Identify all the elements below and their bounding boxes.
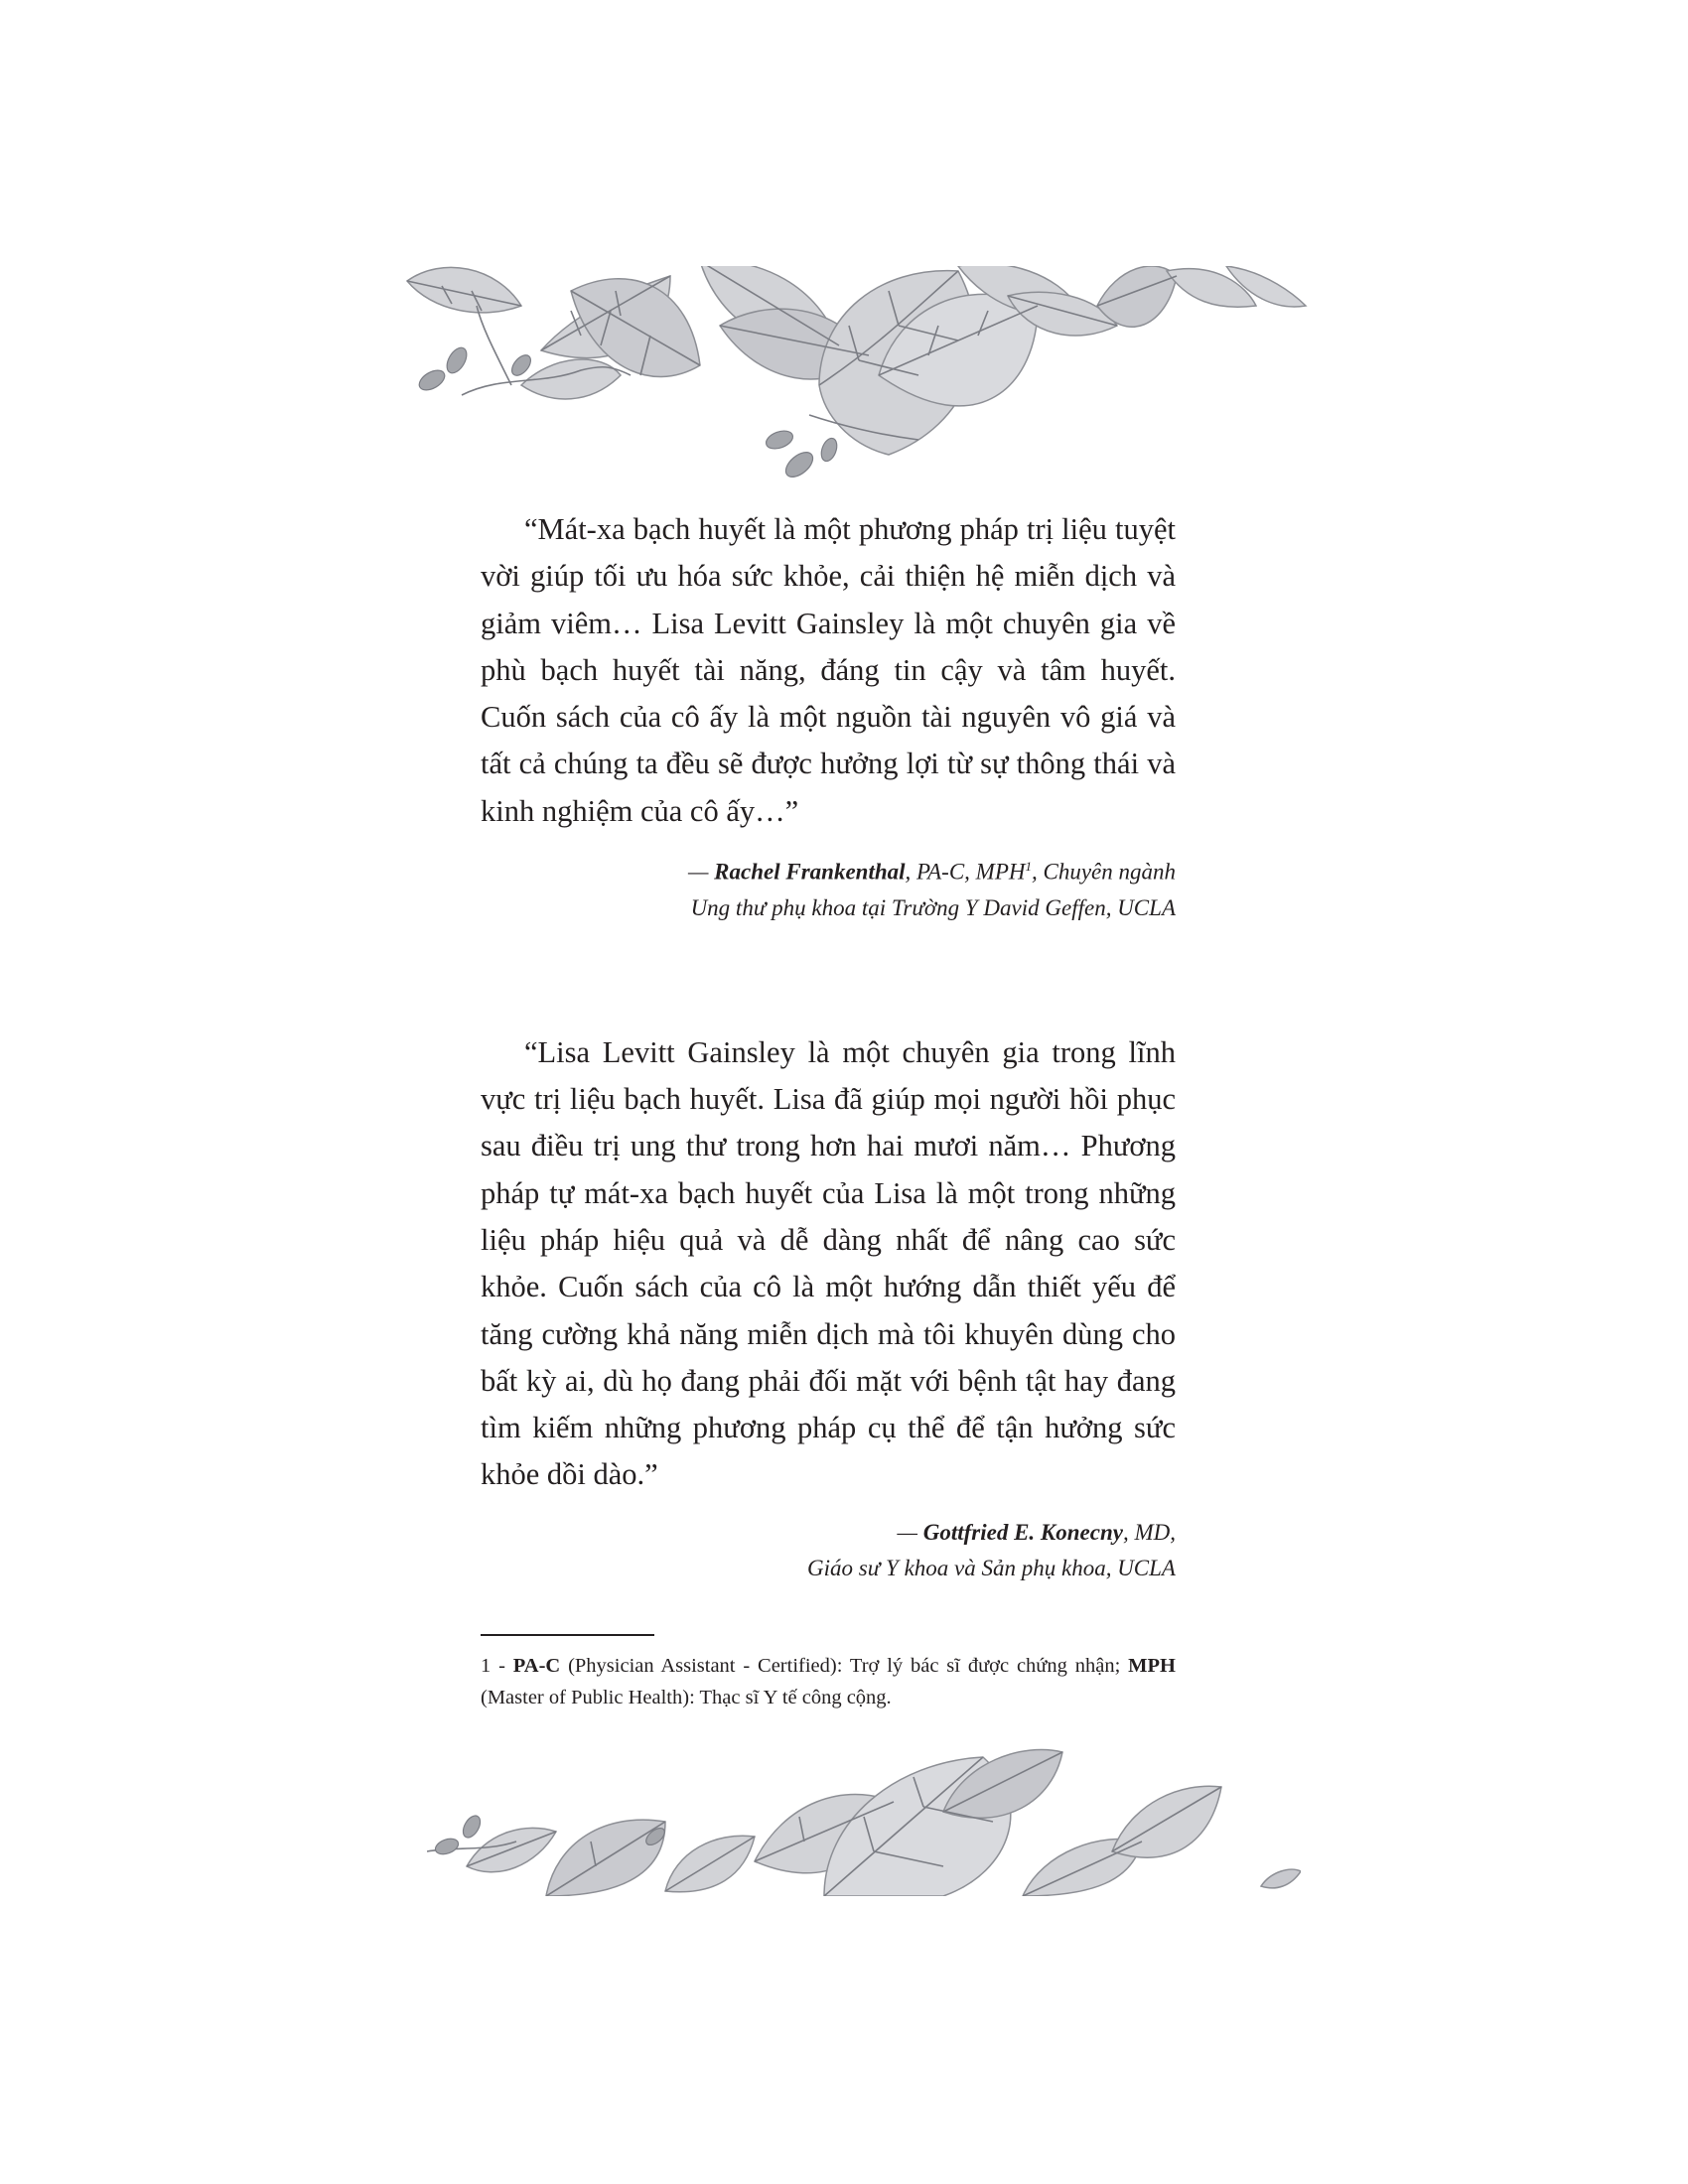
quote-attribution [481,1515,1176,1586]
footnote [481,1650,1176,1713]
testimonial [481,506,1176,926]
footnote-term: PA-C [512,1654,561,1677]
footnote-definition: (Master of Public Health): Thạc sĩ Y tế công cộng. [481,1686,892,1708]
author-role: , Chuyên ngành [1031,859,1176,885]
attribution-dash: — [897,1519,923,1545]
author-name: Gottfried E. Konecny [922,1519,1123,1545]
attribution-dash: — [687,859,715,885]
document-body [481,506,1176,1713]
testimonial [481,1029,1176,1586]
footnote-reference[interactable]: 1 [1025,859,1032,875]
footnote-divider [481,1634,654,1636]
attribution-line-1 [481,1515,1176,1551]
quote-text: “Lisa Levitt Gainsley là một chuyên gia trong lĩnh vực trị liệu bạch huyết. Lisa đã giúp mọi người hồi phục sau điều trị ung thư trong hơn hai mươi năm… Phương pháp tự mát-xa bạch huyết của Lisa là một trong những liệu pháp hiệu quả và dễ dàng nhất để nâng cao sức khỏe. Cuốn sách của cô là một hướng dẫn thiết yếu để tăng cường khả năng miễn dịch mà tôi khuyên dùng cho bất kỳ ai, dù họ đang phải đối mặt với bệnh tật hay đang tìm kiếm những phương pháp cụ thể để tận hưởng sức khỏe dồi dào.” [481,1034,1176,1492]
footnote-number: 1 - [481,1654,513,1677]
footnote-term: MPH [1128,1654,1176,1677]
footnote-definition: (Physician Assistant - Certified): Trợ lý bác sĩ được chứng nhận; [560,1654,1129,1677]
attribution-line-1 [481,849,1176,890]
author-affiliation: Ung thư phụ khoa tại Trường Y David Geffen, UCLA [690,894,1176,920]
leaf-decoration-top [402,266,1345,489]
quote-attribution [481,849,1176,926]
author-affiliation: Giáo sư Y khoa và Sản phụ khoa, UCLA [807,1555,1176,1580]
leaf-decoration-bottom [427,1742,1301,1896]
author-credentials: , PA-C, MPH [905,859,1026,885]
author-name: Rachel Frankenthal [714,859,906,885]
author-credentials: , MD, [1122,1519,1176,1545]
quote-text: “Mát-xa bạch huyết là một phương pháp trị liệu tuyệt vời giúp tối ưu hóa sức khỏe, cải thiện hệ miễn dịch và giảm viêm… Lisa Levitt Gainsley là một chuyên gia về phù bạch huyết tài năng, đáng tin cậy và tâm huyết. Cuốn sách của cô ấy là một nguồn tài nguyên vô giá và tất cả chúng ta đều sẽ được hưởng lợi từ sự thông thái và kinh nghiệm của cô ấy…” [481,512,1176,828]
